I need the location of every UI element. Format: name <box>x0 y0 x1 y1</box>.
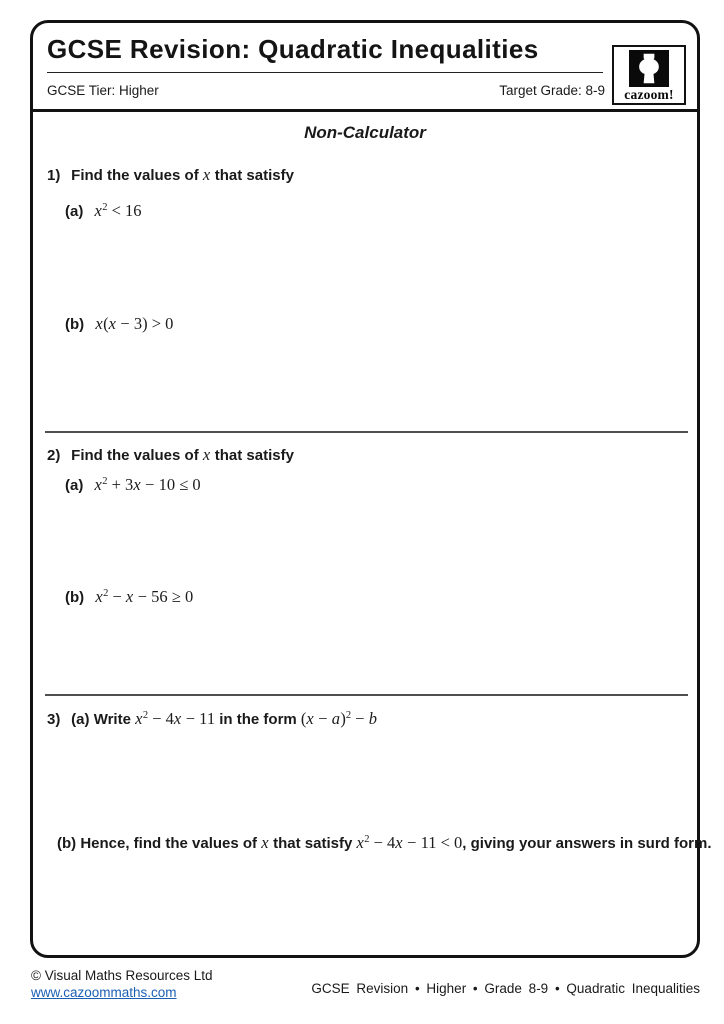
tier-label: GCSE Tier: Higher <box>47 83 159 98</box>
title-underline <box>47 72 603 73</box>
question-2b <box>65 587 193 607</box>
question-3a-text-mid: in the form <box>219 711 297 728</box>
question-2a-expression: $x^2 + 3x - 10 \le 0$ <box>94 475 201 494</box>
question-3b-expression: $x^2 - 4x - 11 < 0$ <box>356 833 463 852</box>
document-info-text: GCSE Revision • Higher • Grade 8-9 • Quadratic Inequalities <box>311 981 700 996</box>
question-1-text-post: that satisfy <box>214 167 294 184</box>
section-divider-2 <box>45 694 688 696</box>
question-2-text-pre: Find the values of <box>71 447 199 464</box>
question-1-prompt <box>47 165 294 185</box>
question-1a <box>65 201 142 221</box>
question-2a <box>65 475 201 495</box>
question-1-number: 1) <box>47 167 61 184</box>
header <box>33 23 697 112</box>
question-3a-form-expression: $(x - a)^2 - b$ <box>300 709 378 728</box>
question-1b <box>65 314 173 334</box>
question-1b-label: (b) <box>65 316 85 333</box>
page-title: GCSE Revision: Quadratic Inequalities <box>47 34 539 64</box>
question-1b-expression: x(x − 3) > 0 <box>95 314 174 333</box>
worksheet-frame <box>30 20 712 958</box>
copyright-text: © Visual Maths Resources Ltd <box>31 968 213 983</box>
cazoom-goblet-icon <box>629 50 669 87</box>
question-3-number: 3) <box>47 711 61 728</box>
question-3a-text-pre: Write <box>93 711 131 728</box>
question-3b-text-mid: that satisfy <box>273 835 353 852</box>
question-1-text-pre: Find the values of <box>71 167 199 184</box>
question-1a-label: (a) <box>65 203 84 220</box>
question-3b-var: x <box>261 833 269 852</box>
section-heading: Non-Calculator <box>304 123 426 142</box>
question-1-var: x <box>202 165 211 184</box>
question-2-var: x <box>202 445 211 464</box>
question-2b-label: (b) <box>65 589 85 606</box>
target-grade-label: Target Grade: 8-9 <box>499 83 605 98</box>
question-2b-expression: $x^2 - x - 56 \ge 0$ <box>95 587 194 606</box>
question-2-number: 2) <box>47 447 61 464</box>
question-3b-text-pre: Hence, find the values of <box>80 835 258 852</box>
question-3a-expression: $x^2 - 4x - 11$ <box>135 709 216 728</box>
question-3a-label: (a) <box>71 711 90 728</box>
question-3b <box>57 833 712 853</box>
question-2-text-post: that satisfy <box>214 447 294 464</box>
question-3a <box>47 709 377 729</box>
question-2-prompt <box>47 445 294 465</box>
question-1a-expression: $x^2 < 16$ <box>94 201 142 220</box>
question-3b-text-post: , giving your answers in surd form. <box>462 835 712 852</box>
question-3b-label: (b) <box>57 835 77 852</box>
question-2a-label: (a) <box>65 477 84 494</box>
cazoom-logo-text: cazoom! <box>624 87 674 102</box>
section-divider-1 <box>45 431 688 433</box>
cazoom-logo <box>612 45 686 105</box>
website-link[interactable]: www.cazoommaths.com <box>31 985 177 1000</box>
